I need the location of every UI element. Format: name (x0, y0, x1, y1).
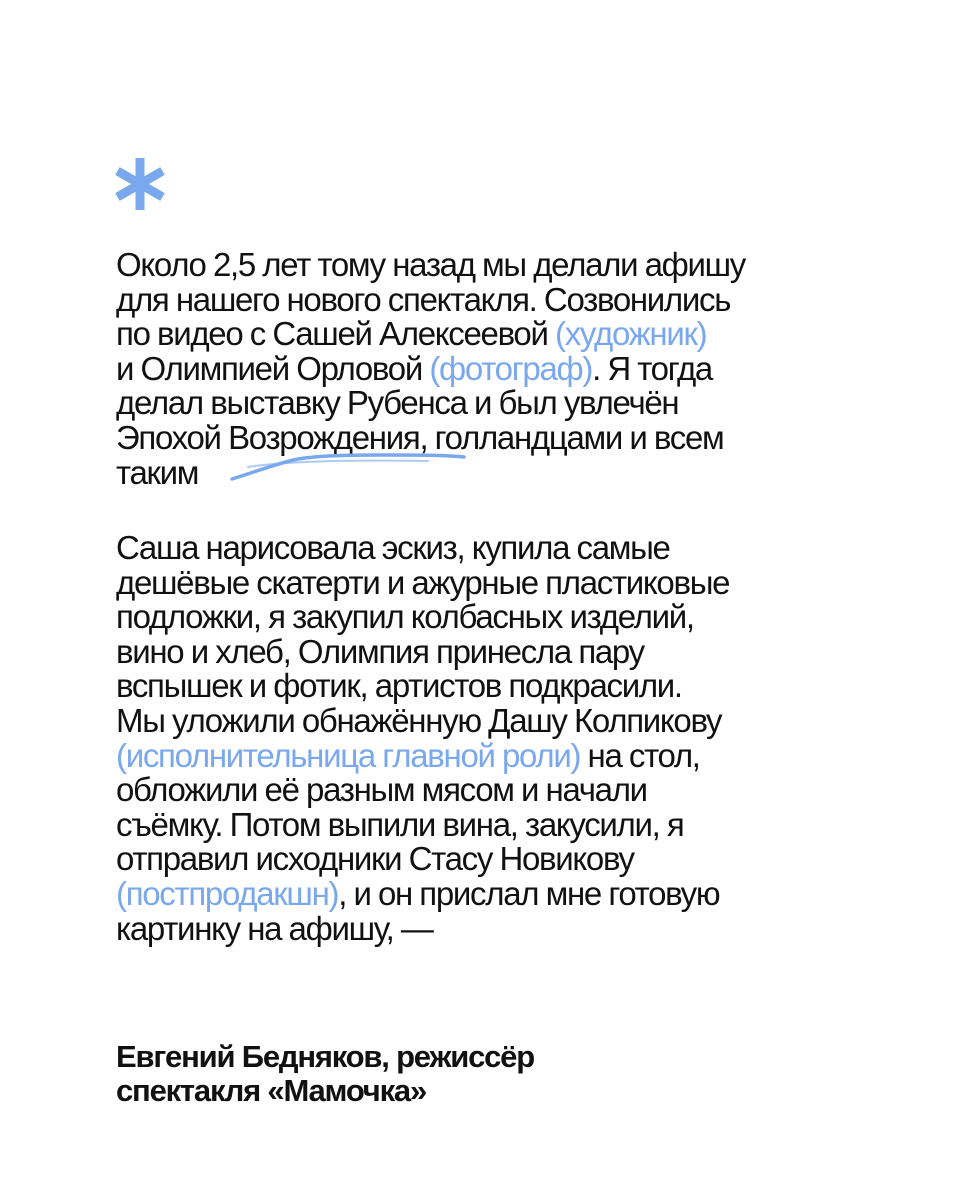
paragraph-line (116, 280, 856, 318)
story-paragraph-1 (116, 248, 856, 490)
text-fragment: для нашего нового спектакля. Созвонились (116, 280, 731, 318)
paragraph-line (116, 909, 856, 947)
asterisk-icon (110, 154, 170, 214)
text-fragment: делал выставку Рубенса и был увлечён (116, 384, 679, 422)
paragraph-line (116, 842, 856, 877)
role-note-photographer: (фотограф) (429, 349, 593, 387)
paragraph-line (116, 531, 856, 566)
underlined-word: Возрождения (228, 418, 420, 456)
paragraph-line (116, 874, 856, 912)
signature-role: спектакля «Мамочка» (116, 1073, 426, 1108)
paragraph-line (116, 386, 856, 421)
text-fragment: дешёвые скатерти и ажурные пластиковые (116, 563, 730, 601)
text-fragment: на стол, (580, 736, 700, 774)
author-signature (116, 1040, 856, 1108)
hand-drawn-underline (228, 449, 468, 489)
paragraph-line (116, 349, 856, 387)
paragraph-line (116, 669, 856, 704)
paragraph-line (116, 418, 856, 456)
text-fragment: подложки, я закупил колбасных изделий, (116, 598, 694, 636)
paragraph-line (116, 600, 856, 635)
paragraph-line (116, 632, 856, 670)
text-fragment: таким (116, 453, 199, 491)
paragraph-line (116, 317, 856, 352)
text-fragment: вино и хлеб, Олимпия принесла пару (116, 632, 644, 670)
paragraph-line (116, 563, 856, 601)
role-note-postproduction: (постпродакшн) (116, 874, 339, 912)
signature-name: Евгений Бедняков, режиссёр (116, 1039, 534, 1074)
role-note-artist: (художник) (555, 315, 707, 353)
text-fragment: обложили её разным мясом и начали (116, 771, 647, 809)
text-fragment: Мы уложили обнажённую Дашу Колпикову (116, 701, 722, 739)
paragraph-line (116, 701, 856, 739)
paragraph-line (116, 736, 856, 774)
text-fragment: картинку на афишу, — (116, 909, 433, 947)
paragraph-line (116, 773, 856, 808)
text-fragment: Около 2,5 лет тому назад мы делали афишу (116, 246, 745, 283)
text-fragment: . Я тогда (592, 349, 712, 387)
paragraph-line (116, 805, 856, 843)
text-fragment: Эпохой (116, 418, 229, 456)
text-fragment: Саша нарисовала эскиз, купила самые (116, 529, 670, 566)
text-fragment: и Олимпией Орловой (116, 349, 430, 387)
text-fragment: по видео с Сашей Алексеевой (116, 315, 555, 353)
paragraph-line (116, 248, 856, 283)
role-note-lead-actress: (исполнительница главной роли) (116, 736, 581, 774)
story-paragraph-2 (116, 531, 856, 946)
text-fragment: , и он прислал мне готовую (338, 874, 720, 912)
text-fragment: отправил исходники Стасу Новикову (116, 840, 634, 878)
text-fragment: вспышек и фотик, артистов подкрасили. (116, 667, 682, 705)
text-fragment: съёмку. Потом выпили вина, закусили, я (116, 805, 684, 843)
text-fragment: , голландцами и всем (419, 418, 724, 456)
paragraph-line (116, 453, 856, 491)
